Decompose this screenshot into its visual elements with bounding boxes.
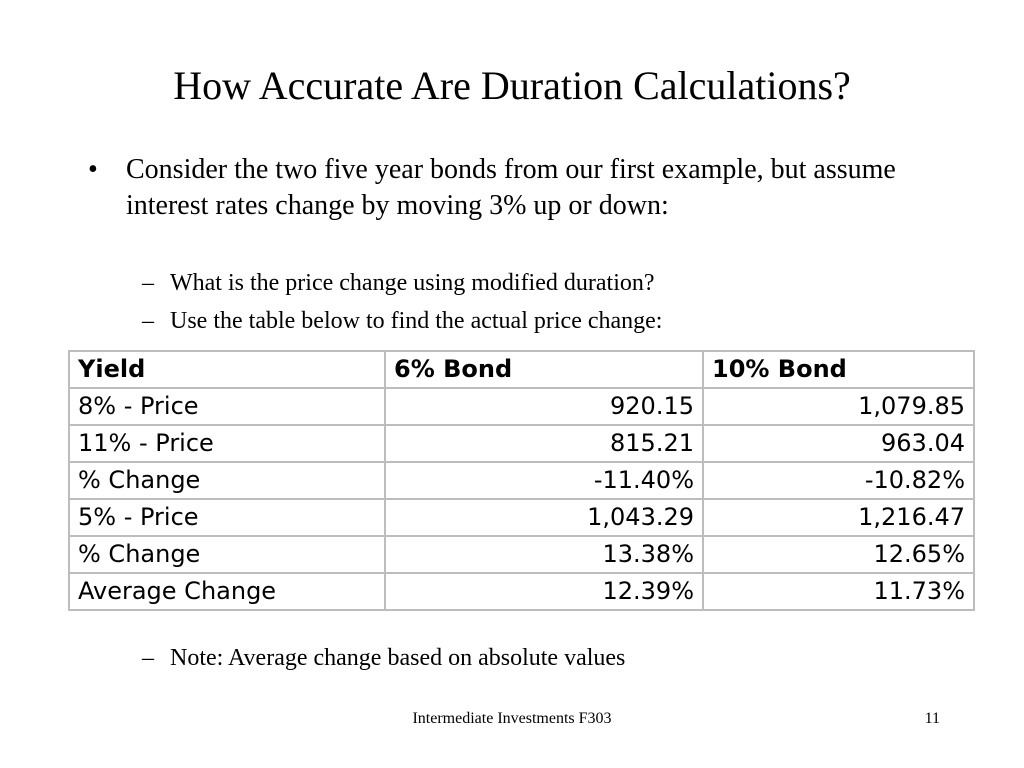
cell-10-percent-bond: 12.65%: [703, 536, 974, 573]
sub-bullet-text: Use the table below to find the actual price change:: [170, 308, 663, 334]
bond-price-table: [68, 350, 975, 611]
row-label: 11% - Price: [69, 425, 385, 462]
table-row: [69, 573, 974, 610]
header-10-percent-bond: 10% Bond: [703, 351, 974, 388]
dash-icon: –: [142, 308, 154, 334]
table-header-row: [69, 351, 974, 388]
row-label: % Change: [69, 536, 385, 573]
dash-icon: –: [142, 270, 154, 296]
cell-6-percent-bond: 13.38%: [385, 536, 703, 573]
sub-bullet-modified-duration: [142, 268, 655, 298]
slide-title: How Accurate Are Duration Calculations?: [173, 63, 851, 108]
cell-6-percent-bond: 1,043.29: [385, 499, 703, 536]
cell-6-percent-bond: 920.15: [385, 388, 703, 425]
footer-course: Intermediate Investments F303: [412, 710, 612, 727]
row-label: 8% - Price: [69, 388, 385, 425]
cell-6-percent-bond: 12.39%: [385, 573, 703, 610]
dash-icon: –: [142, 645, 154, 671]
sub-bullet-text: What is the price change using modified duration?: [170, 270, 655, 296]
main-bullet-text: Consider the two five year bonds from our first example, but assume interest rates change by moving 3% up or down:: [126, 154, 896, 221]
table-row: [69, 425, 974, 462]
cell-6-percent-bond: 815.21: [385, 425, 703, 462]
cell-10-percent-bond: 11.73%: [703, 573, 974, 610]
cell-6-percent-bond: -11.40%: [385, 462, 703, 499]
sub-bullet-note: [142, 643, 625, 673]
page-number: 11: [924, 710, 940, 727]
cell-10-percent-bond: 1,079.85: [703, 388, 974, 425]
row-label: 5% - Price: [69, 499, 385, 536]
table-row: [69, 499, 974, 536]
main-bullet: [88, 152, 928, 224]
cell-10-percent-bond: 963.04: [703, 425, 974, 462]
sub-bullet-actual-price: [142, 306, 662, 336]
header-6-percent-bond: 6% Bond: [385, 351, 703, 388]
bullet-dot-icon: •: [88, 154, 98, 185]
row-label: % Change: [69, 462, 385, 499]
table-row: [69, 462, 974, 499]
note-text: Note: Average change based on absolute values: [170, 645, 626, 671]
cell-10-percent-bond: 1,216.47: [703, 499, 974, 536]
table-row: [69, 388, 974, 425]
header-yield: Yield: [69, 351, 385, 388]
row-label: Average Change: [69, 573, 385, 610]
cell-10-percent-bond: -10.82%: [703, 462, 974, 499]
table-row: [69, 536, 974, 573]
